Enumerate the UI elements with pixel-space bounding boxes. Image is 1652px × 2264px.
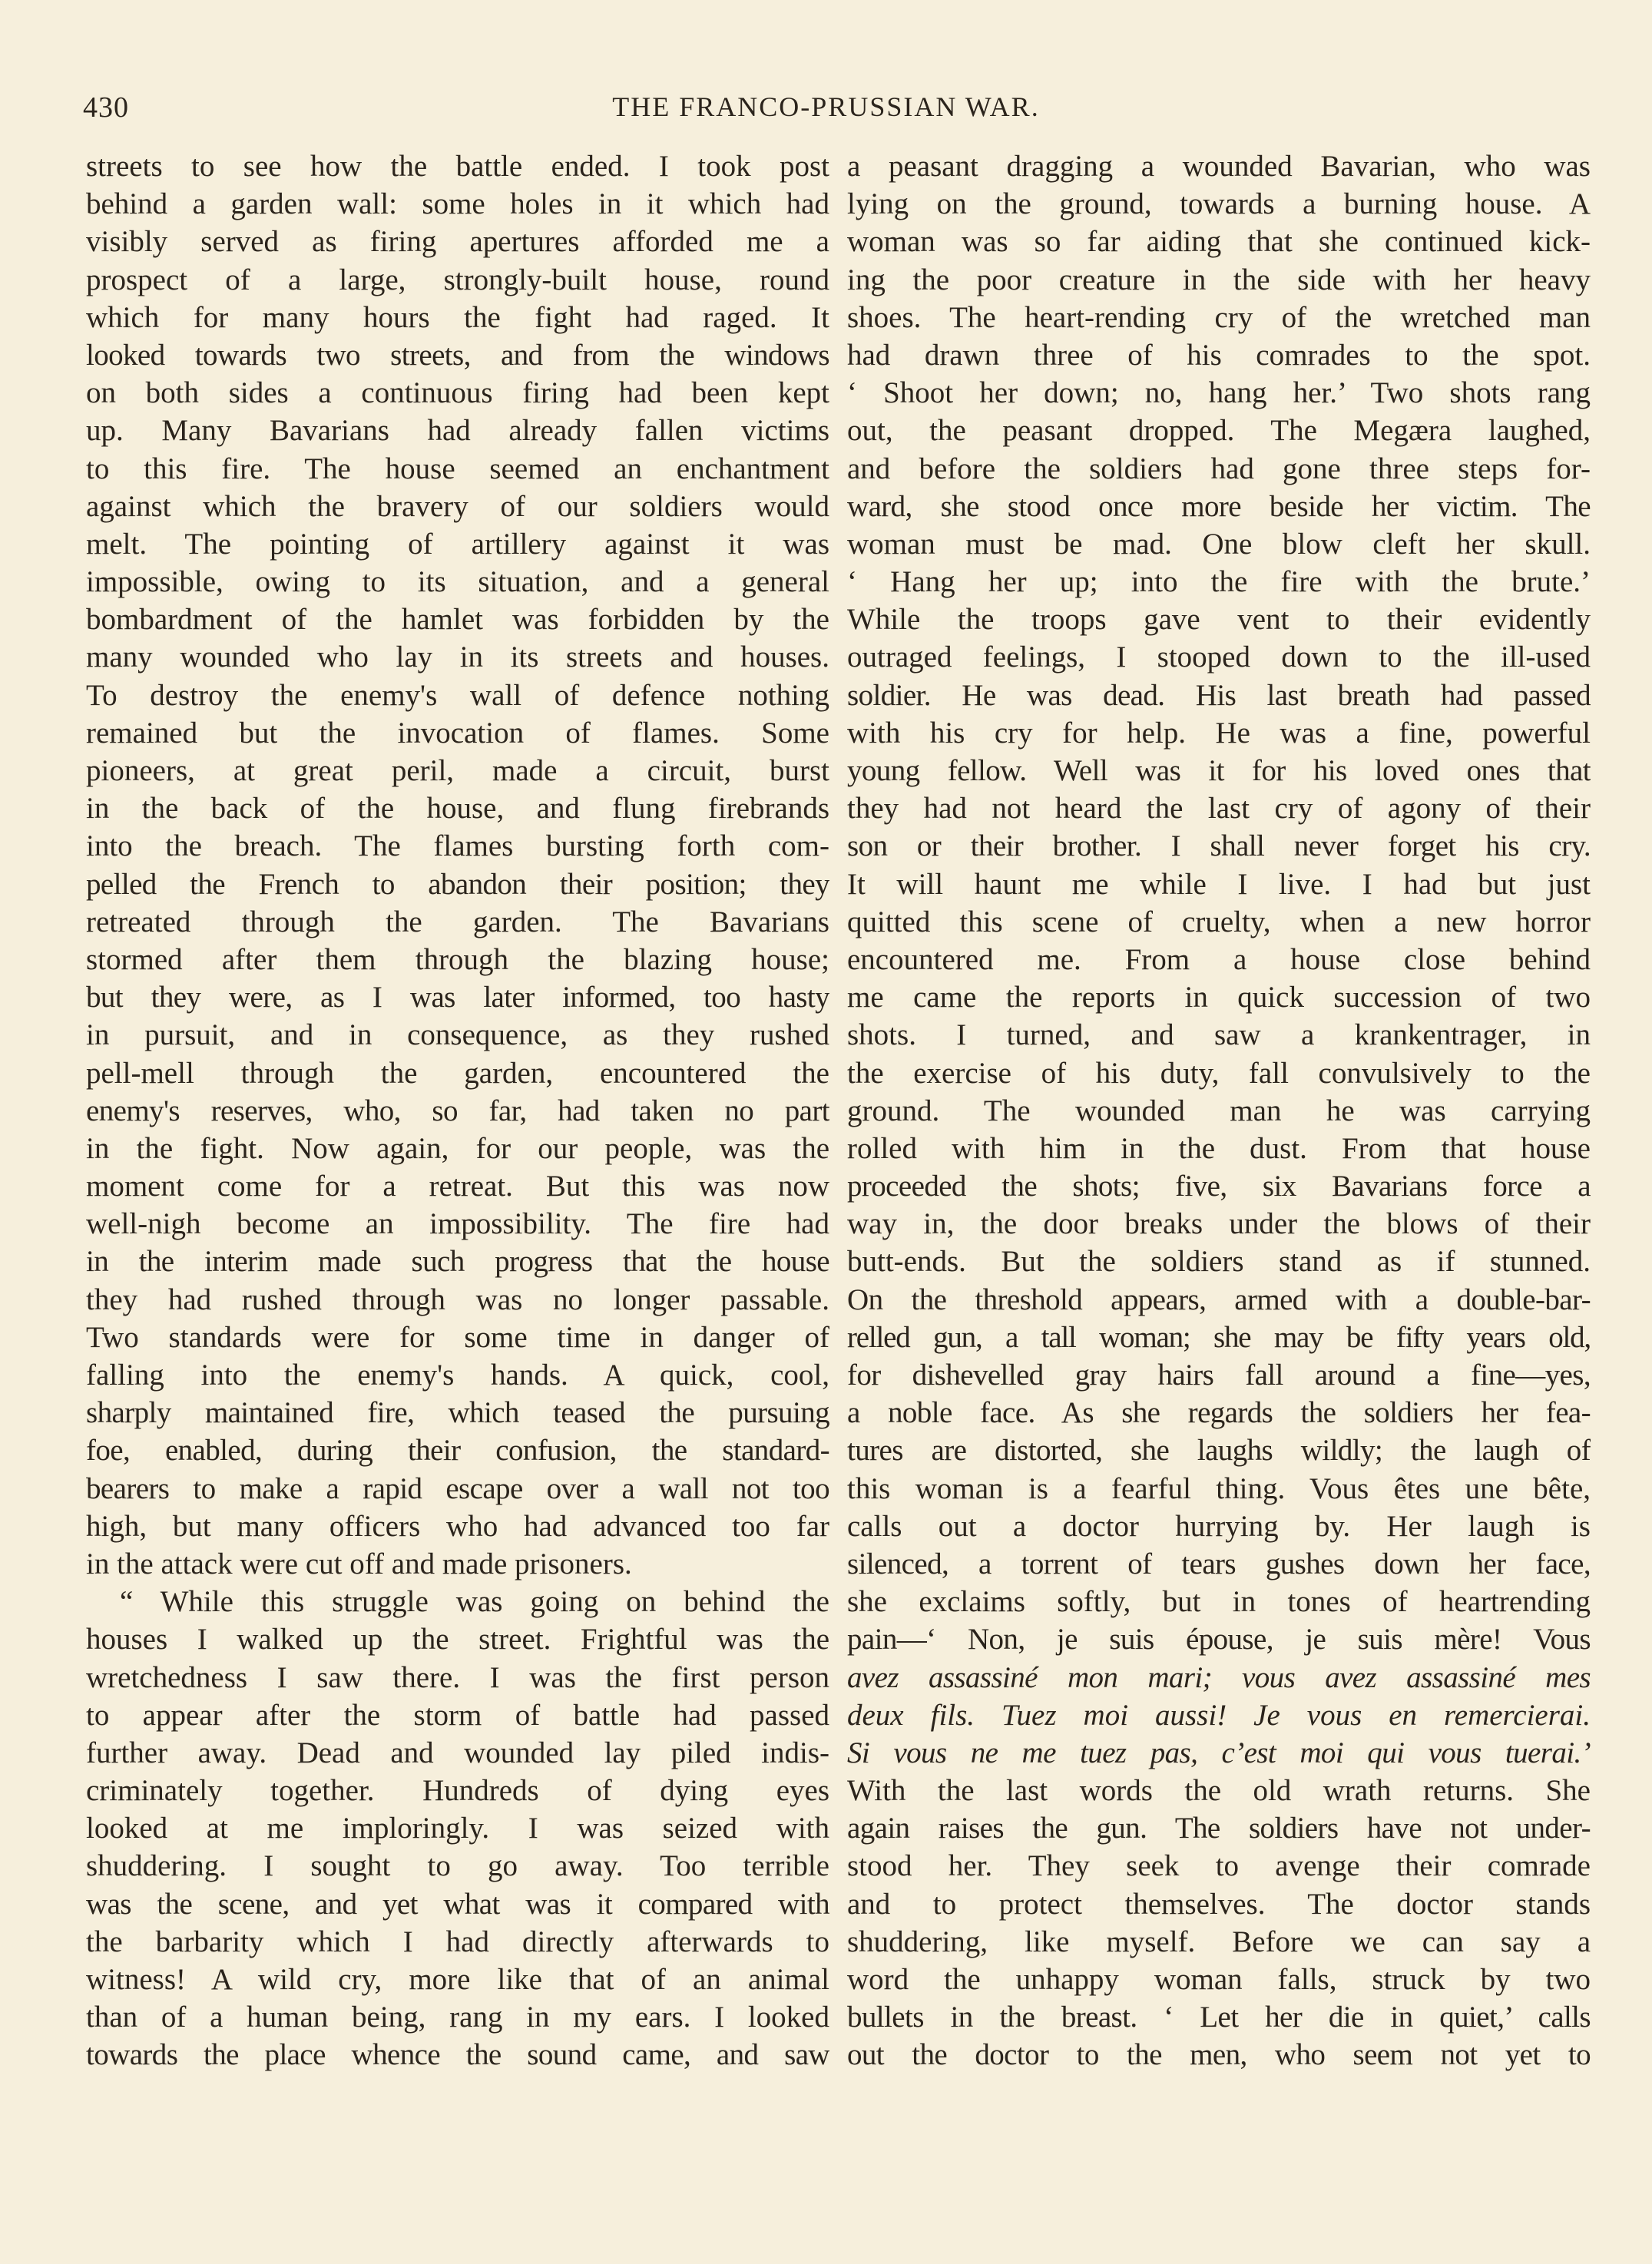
text-line: in the fight. Now again, for our people, was the — [86, 1131, 829, 1165]
text-line: pain—‘ Non, je suis épouse, je suis mère! Vous — [847, 1623, 1591, 1657]
text-line: me came the reports in quick succession of two — [847, 981, 1591, 1014]
page-number: 430 — [83, 91, 129, 124]
text-line: was the scene, and yet what was it compared with — [86, 1887, 829, 1921]
text-line: out the doctor to the men, who seem not yet to — [847, 2038, 1591, 2072]
text-line: she exclaims softly, but in tones of heartrending — [847, 1585, 1591, 1619]
text-line: for dishevelled gray hairs fall around a fine—yes, — [847, 1359, 1591, 1392]
text-line: to this fire. The house seemed an enchantment — [86, 452, 829, 485]
text-line: avez assassiné mon mari; vous avez assassiné mes — [847, 1660, 1591, 1694]
text-line: the barbarity which I had directly afterwards to — [86, 1925, 829, 1958]
text-line: well-nigh become an impossibility. The fire had — [86, 1207, 829, 1241]
text-line: To destroy the enemy's wall of defence nothing — [86, 678, 829, 712]
text-line: sharply maintained fire, which teased the pursuing — [86, 1396, 829, 1430]
text-line: enemy's reserves, who, so far, had taken no part — [86, 1094, 829, 1127]
text-line: this woman is a fearful thing. Vous êtes une bête, — [847, 1471, 1591, 1505]
text-line: which for many hours the fight had raged. It — [86, 300, 829, 334]
text-line: further away. Dead and wounded lay piled indis- — [86, 1736, 829, 1769]
text-line: While the troops gave vent to their evidently — [847, 603, 1591, 637]
text-line: pelled the French to abandon their position; they — [86, 867, 829, 901]
text-line: “ While this struggle was going on behind the — [120, 1585, 829, 1619]
text-line: foe, enabled, during their confusion, the standard- — [86, 1434, 829, 1468]
text-line: and before the soldiers had gone three steps for- — [847, 452, 1591, 485]
text-line: against which the bravery of our soldiers would — [86, 489, 829, 523]
text-line: soldier. He was dead. His last breath had passed — [847, 678, 1591, 712]
text-line: ‘ Hang her up; into the fire with the brute.’ — [847, 565, 1591, 599]
text-line: criminately together. Hundreds of dying eyes — [86, 1774, 829, 1808]
right-column — [847, 147, 1591, 2074]
text-line: outraged feelings, I stooped down to the ill-used — [847, 640, 1591, 674]
text-line: a peasant dragging a wounded Bavarian, who was — [847, 150, 1591, 183]
text-line: many wounded who lay in its streets and houses. — [86, 640, 829, 674]
text-line: streets to see how the battle ended. I took post — [86, 150, 829, 183]
text-line: into the breach. The flames bursting forth com- — [86, 829, 829, 863]
text-line: in the back of the house, and flung firebrands — [86, 792, 829, 826]
text-line: moment come for a retreat. But this was now — [86, 1170, 829, 1203]
text-line: falling into the enemy's hands. A quick, cool, — [86, 1359, 829, 1392]
text-line: pioneers, at great peril, made a circuit, burst — [86, 754, 829, 787]
text-line: With the last words the old wrath returns. She — [847, 1774, 1591, 1808]
text-line: ing the poor creature in the side with her heavy — [847, 263, 1591, 296]
text-line: shoes. The heart-rending cry of the wretched man — [847, 300, 1591, 334]
text-line: way in, the door breaks under the blows of their — [847, 1207, 1591, 1241]
text-line: in pursuit, and in consequence, as they rushed — [86, 1018, 829, 1052]
text-line: shuddering. I sought to go away. Too terrible — [86, 1849, 829, 1883]
left-column — [86, 147, 829, 2074]
text-line: calls out a doctor hurrying by. Her laugh is — [847, 1509, 1591, 1543]
text-line: had drawn three of his comrades to the spot. — [847, 338, 1591, 372]
text-line: on both sides a continuous firing had been kept — [86, 376, 829, 410]
text-line: looked towards two streets, and from the windows — [86, 338, 829, 372]
text-line: encountered me. From a house close behind — [847, 942, 1591, 976]
text-line: to appear after the storm of battle had passed — [86, 1698, 829, 1732]
text-line: impossible, owing to its situation, and a general — [86, 565, 829, 599]
text-line: young fellow. Well was it for his loved ones that — [847, 754, 1591, 787]
text-line: towards the place whence the sound came, and saw — [86, 2038, 829, 2072]
text-line: witness! A wild cry, more like that of an animal — [86, 1963, 829, 1996]
text-line: prospect of a large, strongly-built house, round — [86, 263, 829, 296]
text-line: bullets in the breast. ‘ Let her die in quiet,’ calls — [847, 2001, 1591, 2034]
text-line: they had not heard the last cry of agony of their — [847, 792, 1591, 826]
text-line: It will haunt me while I live. I had but just — [847, 867, 1591, 901]
text-line: but they were, as I was later informed, too hasty — [86, 981, 829, 1014]
text-line: quitted this scene of cruelty, when a new horror — [847, 905, 1591, 938]
text-line: proceeded the shots; five, six Bavarians force a — [847, 1170, 1591, 1203]
text-line: stormed after them through the blazing house; — [86, 942, 829, 976]
text-line: tures are distorted, she laughs wildly; the laugh of — [847, 1434, 1591, 1468]
text-line: Si vous ne me tuez pas, c’est moi qui vous tuerai.’ — [847, 1736, 1591, 1769]
text-line: ‘ Shoot her down; no, hang her.’ Two shots rang — [847, 376, 1591, 410]
text-line: with his cry for help. He was a fine, powerful — [847, 716, 1591, 750]
text-line: they had rushed through was no longer passable. — [86, 1283, 829, 1316]
text-line: ground. The wounded man he was carrying — [847, 1094, 1591, 1127]
text-line: woman must be mad. One blow cleft her skull. — [847, 527, 1591, 561]
text-line: looked at me imploringly. I was seized with — [86, 1812, 829, 1845]
text-line: houses I walked up the street. Frightful was the — [86, 1623, 829, 1657]
text-line: deux fils. Tuez moi aussi! Je vous en remercierai. — [847, 1698, 1591, 1732]
text-line: behind a garden wall: some holes in it which had — [86, 187, 829, 221]
text-line: pell-mell through the garden, encountered the — [86, 1056, 829, 1090]
text-line: Two standards were for some time in danger of — [86, 1320, 829, 1354]
text-line: a noble face. As she regards the soldiers her fea- — [847, 1396, 1591, 1430]
text-line: up. Many Bavarians had already fallen victims — [86, 414, 829, 448]
text-line: son or their brother. I shall never forget his cry. — [847, 829, 1591, 863]
text-line: the exercise of his duty, fall convulsively to the — [847, 1056, 1591, 1090]
text-line: high, but many officers who had advanced too far — [86, 1509, 829, 1543]
text-line: melt. The pointing of artillery against it was — [86, 527, 829, 561]
text-line: lying on the ground, towards a burning house. A — [847, 187, 1591, 221]
text-line: relled gun, a tall woman; she may be fifty years old, — [847, 1320, 1591, 1354]
text-line: On the threshold appears, armed with a double-bar- — [847, 1283, 1591, 1316]
text-line: ward, she stood once more beside her victim. The — [847, 489, 1591, 523]
text-line: again raises the gun. The soldiers have not under- — [847, 1812, 1591, 1845]
running-title: THE FRANCO-PRUSSIAN WAR. — [612, 91, 1040, 122]
text-line: woman was so far aiding that she continued kick- — [847, 225, 1591, 259]
text-line: word the unhappy woman falls, struck by two — [847, 1963, 1591, 1996]
text-line: shuddering, like myself. Before we can say a — [847, 1925, 1591, 1958]
text-line: bearers to make a rapid escape over a wall not too — [86, 1471, 829, 1505]
text-line: in the attack were cut off and made prisoners. — [86, 1547, 632, 1580]
text-line: stood her. They seek to avenge their comrade — [847, 1849, 1591, 1883]
text-line: silenced, a torrent of tears gushes down her face, — [847, 1547, 1591, 1580]
text-line: than of a human being, rang in my ears. I looked — [86, 2001, 829, 2034]
text-line: bombardment of the hamlet was forbidden by the — [86, 603, 829, 637]
text-line: out, the peasant dropped. The Megæra laughed, — [847, 414, 1591, 448]
text-line: butt-ends. But the soldiers stand as if stunned. — [847, 1245, 1591, 1279]
text-line: shots. I turned, and saw a krankentrager, in — [847, 1018, 1591, 1052]
text-line: in the interim made such progress that the house — [86, 1245, 829, 1279]
text-line: wretchedness I saw there. I was the first person — [86, 1660, 829, 1694]
text-line: retreated through the garden. The Bavarians — [86, 905, 829, 938]
text-line: remained but the invocation of flames. Some — [86, 716, 829, 750]
text-line: visibly served as firing apertures afforded me a — [86, 225, 829, 259]
text-line: rolled with him in the dust. From that house — [847, 1131, 1591, 1165]
text-line: and to protect themselves. The doctor stands — [847, 1887, 1591, 1921]
